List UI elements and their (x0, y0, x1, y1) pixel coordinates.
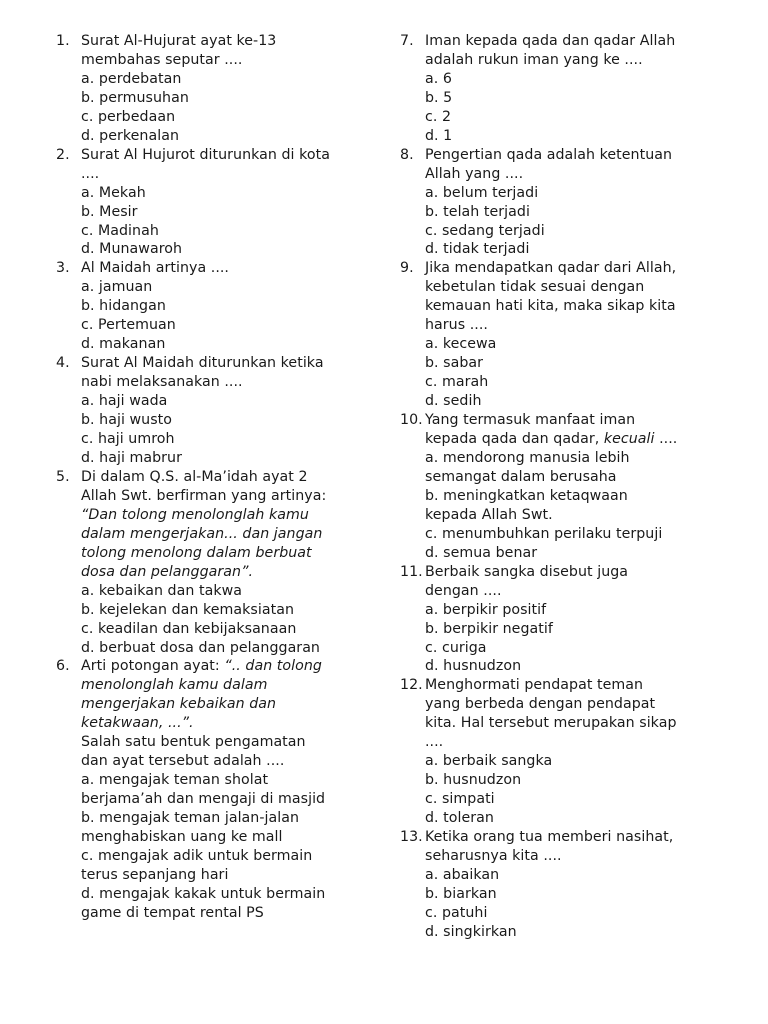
question-number: 9. (400, 260, 414, 277)
option-d: d. 1 (425, 127, 453, 144)
question-8 (400, 146, 690, 260)
option-d: d. toleran (425, 810, 494, 827)
option-c: c. mengajak adik untuk bermain (81, 847, 313, 864)
question-text: Al Maidah artinya .... (81, 260, 229, 277)
question-text: Iman kepada qada dan qadar Allah (425, 33, 676, 49)
option-a: a. berpikir positif (425, 601, 547, 618)
option-a: a. kebaikan dan takwa (81, 582, 242, 599)
option-a: a. 6 (425, 70, 452, 87)
quoted-verse: tolong menolong dalam berbuat (81, 544, 312, 561)
question-text: seharusnya kita .... (425, 847, 562, 864)
question-text-emphasis: kecuali (603, 431, 655, 448)
question-text: Ketika orang tua memberi nasihat, (425, 829, 674, 846)
question-text: Yang termasuk manfaat iman (425, 412, 636, 429)
option-a-cont: semangat dalam berusaha (425, 468, 617, 485)
question-number: 8. (400, 146, 414, 163)
quoted-verse: ketakwaan, ...”. (81, 715, 194, 732)
question-text: Allah yang .... (425, 165, 524, 182)
option-b: b. Mesir (81, 203, 138, 220)
question-number: 10. (400, 412, 423, 429)
question-text: adalah rukun iman yang ke .... (425, 51, 643, 68)
option-c: c. haji umroh (81, 431, 175, 448)
question-text: kebetulan tidak sesuai dengan (425, 279, 645, 296)
question-text-part: kepada qada dan qadar, (425, 431, 600, 448)
question-text-part: .... (659, 431, 678, 448)
option-b: b. mengajak teman jalan-jalan (81, 810, 300, 827)
option-b-cont: menghabiskan uang ke mall (81, 829, 283, 846)
question-text: Surat Al Maidah diturunkan ketika (81, 355, 324, 372)
option-c: c. keadilan dan kebijaksanaan (81, 620, 297, 637)
question-number: 5. (56, 468, 70, 485)
option-d: d. perkenalan (81, 127, 179, 144)
question-text: Jika mendapatkan qadar dari Allah, (425, 260, 677, 277)
option-a: a. abaikan (425, 866, 500, 883)
option-b: b. haji wusto (81, 412, 172, 429)
option-d: d. berbuat dosa dan pelanggaran (81, 639, 320, 656)
option-d: d. makanan (81, 336, 166, 353)
option-d: d. tidak terjadi (425, 241, 530, 258)
question-6 (56, 657, 356, 922)
question-text (425, 430, 690, 449)
option-c: c. patuhi (425, 904, 488, 921)
question-number: 2. (56, 146, 70, 163)
option-b-cont: kepada Allah Swt. (425, 506, 553, 523)
option-c: c. marah (425, 374, 489, 391)
question-number: 13. (400, 829, 423, 846)
option-d: d. Munawaroh (81, 241, 183, 258)
option-a: a. berbaik sangka (425, 753, 553, 770)
question-text (81, 657, 356, 676)
question-text: membahas seputar .... (81, 51, 243, 68)
option-a: a. belum terjadi (425, 184, 539, 201)
quoted-verse: mengerjakan kebaikan dan (81, 696, 277, 713)
option-b: b. sabar (425, 355, 484, 372)
option-b: b. biarkan (425, 885, 497, 902)
question-number: 12. (400, 677, 423, 694)
option-b: b. kejelekan dan kemaksiatan (81, 601, 295, 618)
question-text: Allah Swt. berfirman yang artinya: (81, 487, 327, 504)
question-text: kemauan hati kita, maka sikap kita (425, 298, 676, 315)
question-text: Surat Al Hujurot diturunkan di kota (81, 146, 330, 163)
quoted-verse-start: “.. dan tolong (224, 658, 322, 675)
question-text: Berbaik sangka disebut juga (425, 563, 629, 580)
option-b: b. 5 (425, 89, 453, 106)
option-b: b. permusuhan (81, 89, 189, 106)
question-3 (56, 259, 356, 354)
option-d: d. haji mabrur (81, 449, 182, 466)
question-11 (400, 563, 690, 677)
question-number: 1. (56, 33, 70, 49)
option-a: a. mendorong manusia lebih (425, 449, 630, 466)
option-c: c. sedang terjadi (425, 222, 545, 239)
option-d-cont: game di tempat rental PS (81, 904, 264, 921)
quoted-verse: dosa dan pelanggaran”. (81, 563, 254, 580)
option-a: a. jamuan (81, 279, 153, 296)
option-c: c. Madinah (81, 222, 159, 239)
question-2 (56, 146, 356, 260)
question-text: .... (81, 165, 100, 182)
option-a: a. haji wada (81, 393, 168, 410)
question-text-start: Arti potongan ayat: (81, 658, 220, 675)
question-text: nabi melaksanakan .... (81, 374, 243, 391)
option-d: d. singkirkan (425, 923, 517, 940)
option-c: c. simpati (425, 791, 495, 808)
option-b: b. berpikir negatif (425, 620, 553, 637)
option-c-cont: terus sepanjang hari (81, 866, 229, 883)
question-text: kita. Hal tersebut merupakan sikap (425, 715, 677, 732)
question-text: dan ayat tersebut adalah .... (81, 753, 285, 770)
option-b: b. telah terjadi (425, 203, 530, 220)
question-12 (400, 676, 690, 828)
question-text: Pengertian qada adalah ketentuan (425, 146, 673, 163)
option-c: c. 2 (425, 108, 452, 125)
question-number: 4. (56, 355, 70, 372)
question-7 (400, 32, 690, 146)
question-13 (400, 828, 690, 942)
question-text: Salah satu bentuk pengamatan (81, 734, 306, 751)
question-text: harus .... (425, 317, 488, 334)
option-a-cont: berjama’ah dan mengaji di masjid (81, 791, 326, 808)
question-4 (56, 354, 356, 468)
question-text: .... (425, 734, 444, 751)
option-c: c. Pertemuan (81, 317, 176, 334)
question-5 (56, 468, 356, 658)
option-a: a. Mekah (81, 184, 146, 201)
option-b: b. meningkatkan ketaqwaan (425, 487, 628, 504)
option-a: a. perdebatan (81, 70, 182, 87)
question-number: 3. (56, 260, 70, 277)
quoted-verse: menolonglah kamu dalam (81, 677, 268, 694)
option-c: c. menumbuhkan perilaku terpuji (425, 525, 663, 542)
question-number: 6. (56, 658, 70, 675)
option-d: d. semua benar (425, 544, 538, 561)
question-9 (400, 259, 690, 411)
option-a: a. mengajak teman sholat (81, 772, 269, 789)
option-c: c. perbedaan (81, 108, 176, 125)
option-a: a. kecewa (425, 336, 497, 353)
question-text: Surat Al-Hujurat ayat ke-13 (81, 33, 277, 49)
question-text: Menghormati pendapat teman (425, 677, 644, 694)
option-c: c. curiga (425, 639, 487, 656)
quoted-verse: “Dan tolong menolonglah kamu (81, 506, 309, 523)
option-d: d. sedih (425, 393, 482, 410)
question-10 (400, 411, 690, 563)
right-column (400, 32, 690, 942)
question-text: dengan .... (425, 582, 502, 599)
question-1 (56, 32, 356, 146)
question-number: 7. (400, 33, 414, 49)
option-d: d. husnudzon (425, 658, 522, 675)
question-text: yang berbeda dengan pendapat (425, 696, 656, 713)
left-column (56, 32, 356, 923)
option-b: b. hidangan (81, 298, 166, 315)
question-number: 11. (400, 563, 423, 580)
option-b: b. husnudzon (425, 772, 522, 789)
question-text: Di dalam Q.S. al-Ma’idah ayat 2 (81, 468, 308, 485)
option-d: d. mengajak kakak untuk bermain (81, 885, 326, 902)
quoted-verse: dalam mengerjakan... dan jangan (81, 525, 323, 542)
